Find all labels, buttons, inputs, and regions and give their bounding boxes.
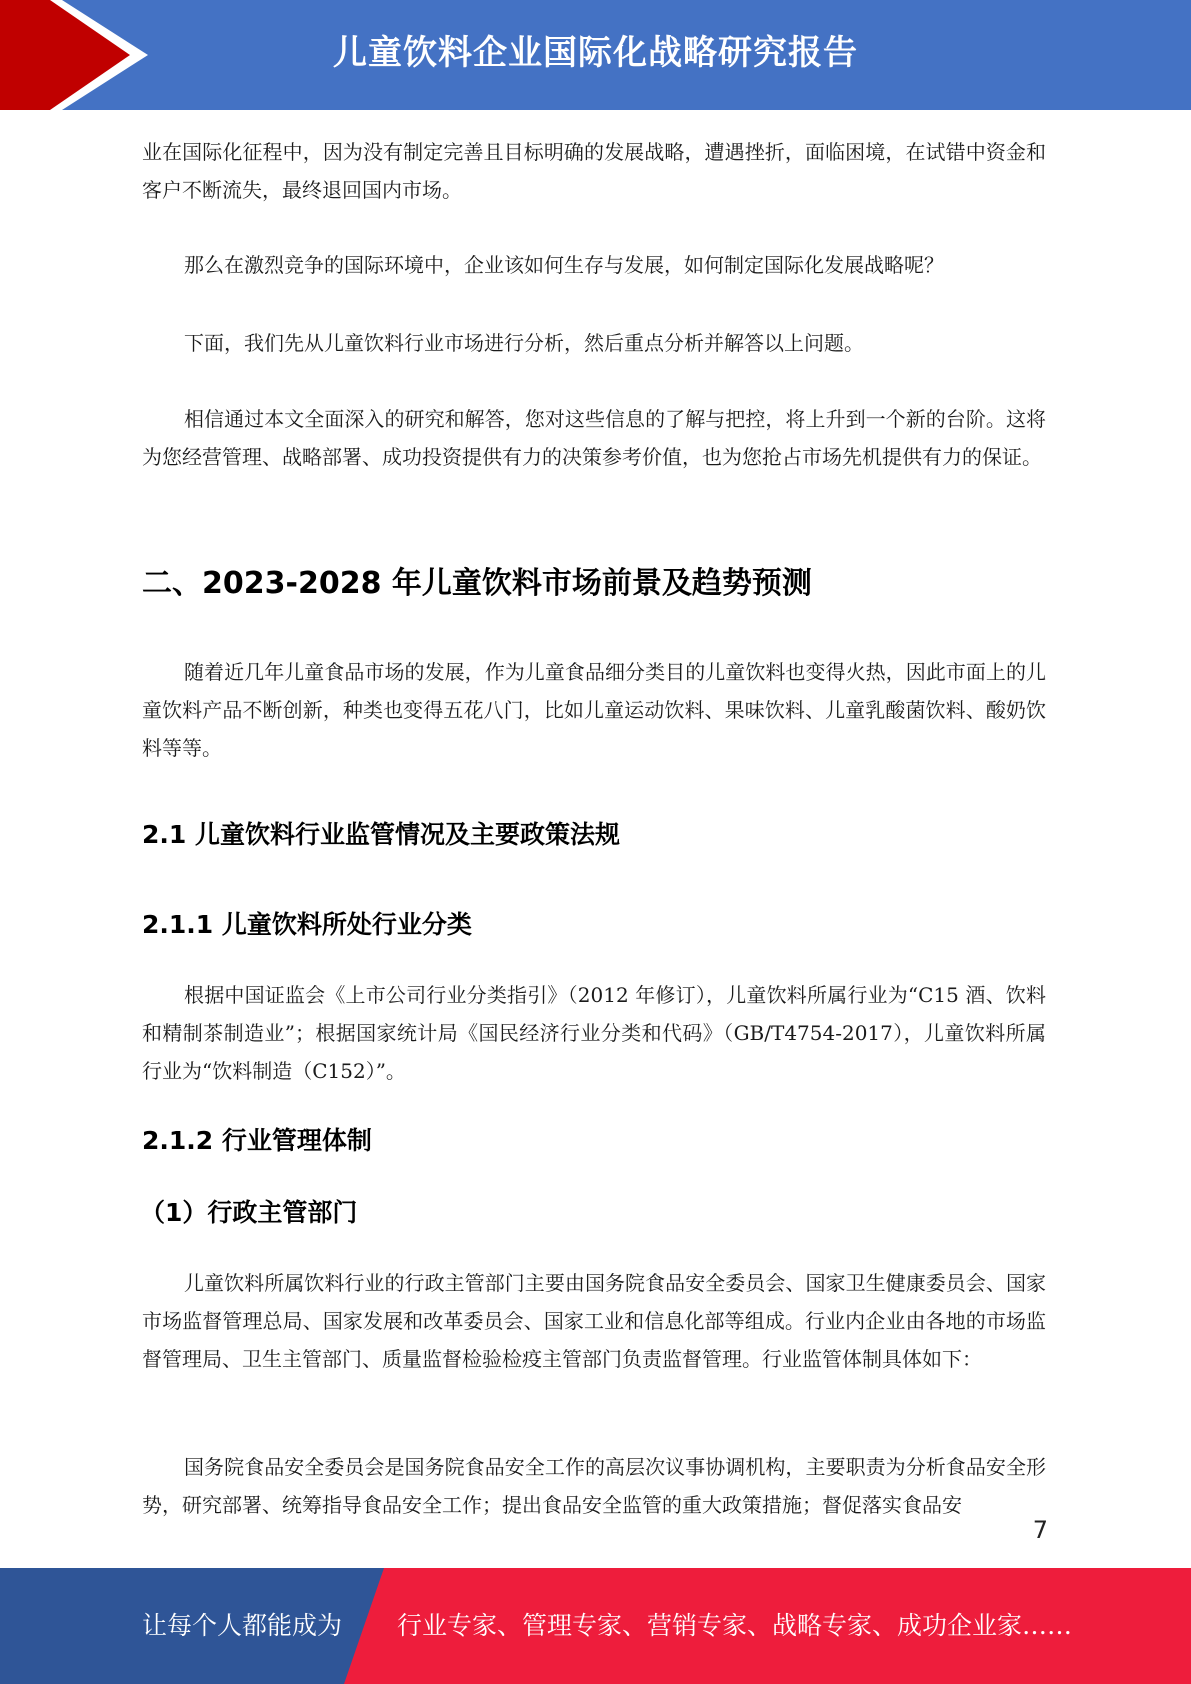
paragraph-text: 相信通过本文全面深入的研究和解答，您对这些信息的了解与把控，将上升到一个新的台阶。这将为您经营管理、战略部署、成功投资提供有力的决策参考价值，也为您抢占市场先机提供有力的保证。 bbox=[142, 407, 1046, 469]
page-number: 7 bbox=[1032, 1516, 1048, 1544]
subsection-heading: 2.1 儿童饮料行业监管情况及主要政策法规 bbox=[142, 820, 620, 849]
paragraph-intro-continued bbox=[142, 133, 1046, 209]
subsubsection-heading: 2.1.2 行业管理体制 bbox=[142, 1126, 372, 1155]
subsubsection-heading: 2.1.1 儿童饮料所处行业分类 bbox=[142, 910, 472, 939]
paragraph-market-intro bbox=[142, 653, 1046, 767]
paragraph-admin-departments bbox=[142, 1264, 1046, 1378]
report-title: 儿童饮料企业国际化战略研究报告 bbox=[333, 33, 858, 73]
paragraph-text: 儿童饮料所属饮料行业的行政主管部门主要由国务院食品安全委员会、国家卫生健康委员会、国家市场监督管理总局、国家发展和改革委员会、国家工业和信息化部等组成。行业内企业由各地的市场监督管理局、卫生主管部门、质量监督检验检疫主管部门负责监督管理。行业监管体制具体如下： bbox=[142, 1271, 1046, 1371]
paragraph-text: 随着近几年儿童食品市场的发展，作为儿童食品细分类目的儿童饮料也变得火热，因此市面上的儿童饮料产品不断创新，种类也变得五花八门，比如儿童运动饮料、果味饮料、儿童乳酸菌饮料、酸奶饮料等等。 bbox=[142, 660, 1046, 760]
item-heading: （1）行政主管部门 bbox=[140, 1198, 358, 1227]
header-banner bbox=[0, 0, 1191, 110]
paragraph-text: 国务院食品安全委员会是国务院食品安全工作的高层次议事协调机构，主要职责为分析食品安全形势，研究部署、统筹指导食品安全工作；提出食品安全监管的重大政策措施；督促落实食品安 bbox=[142, 1455, 1046, 1517]
paragraph-value bbox=[142, 400, 1046, 476]
footer-banner bbox=[0, 1568, 1191, 1684]
paragraph-text: 那么在激烈竞争的国际环境中，企业该如何生存与发展，如何制定国际化发展战略呢？ bbox=[184, 253, 944, 277]
section-heading: 二、2023-2028 年儿童饮料市场前景及趋势预测 bbox=[142, 566, 812, 601]
paragraph-text: 根据中国证监会《上市公司行业分类指引》（2012 年修订），儿童饮料所属行业为“C15 酒、饮料和精制茶制造业”；根据国家统计局《国民经济行业分类和代码》（GB/T4754-2017），儿童饮料所属行业为“饮料制造（C152）”。 bbox=[142, 983, 1046, 1083]
footer-slogan-right: 行业专家、管理专家、营销专家、战略专家、成功企业家…… bbox=[397, 1611, 1073, 1640]
paragraph-classification bbox=[142, 976, 1046, 1090]
paragraph-question bbox=[142, 246, 1046, 284]
footer-slogan-left: 让每个人都能成为 bbox=[142, 1611, 343, 1640]
paragraph-text: 业在国际化征程中，因为没有制定完善且目标明确的发展战略，遭遇挫折，面临困境，在试错中资金和客户不断流失，最终退回国内市场。 bbox=[142, 140, 1046, 202]
paragraph-food-safety-committee bbox=[142, 1448, 1046, 1524]
paragraph-text: 下面，我们先从儿童饮料行业市场进行分析，然后重点分析并解答以上问题。 bbox=[184, 331, 864, 355]
paragraph-next-steps bbox=[142, 324, 1046, 362]
